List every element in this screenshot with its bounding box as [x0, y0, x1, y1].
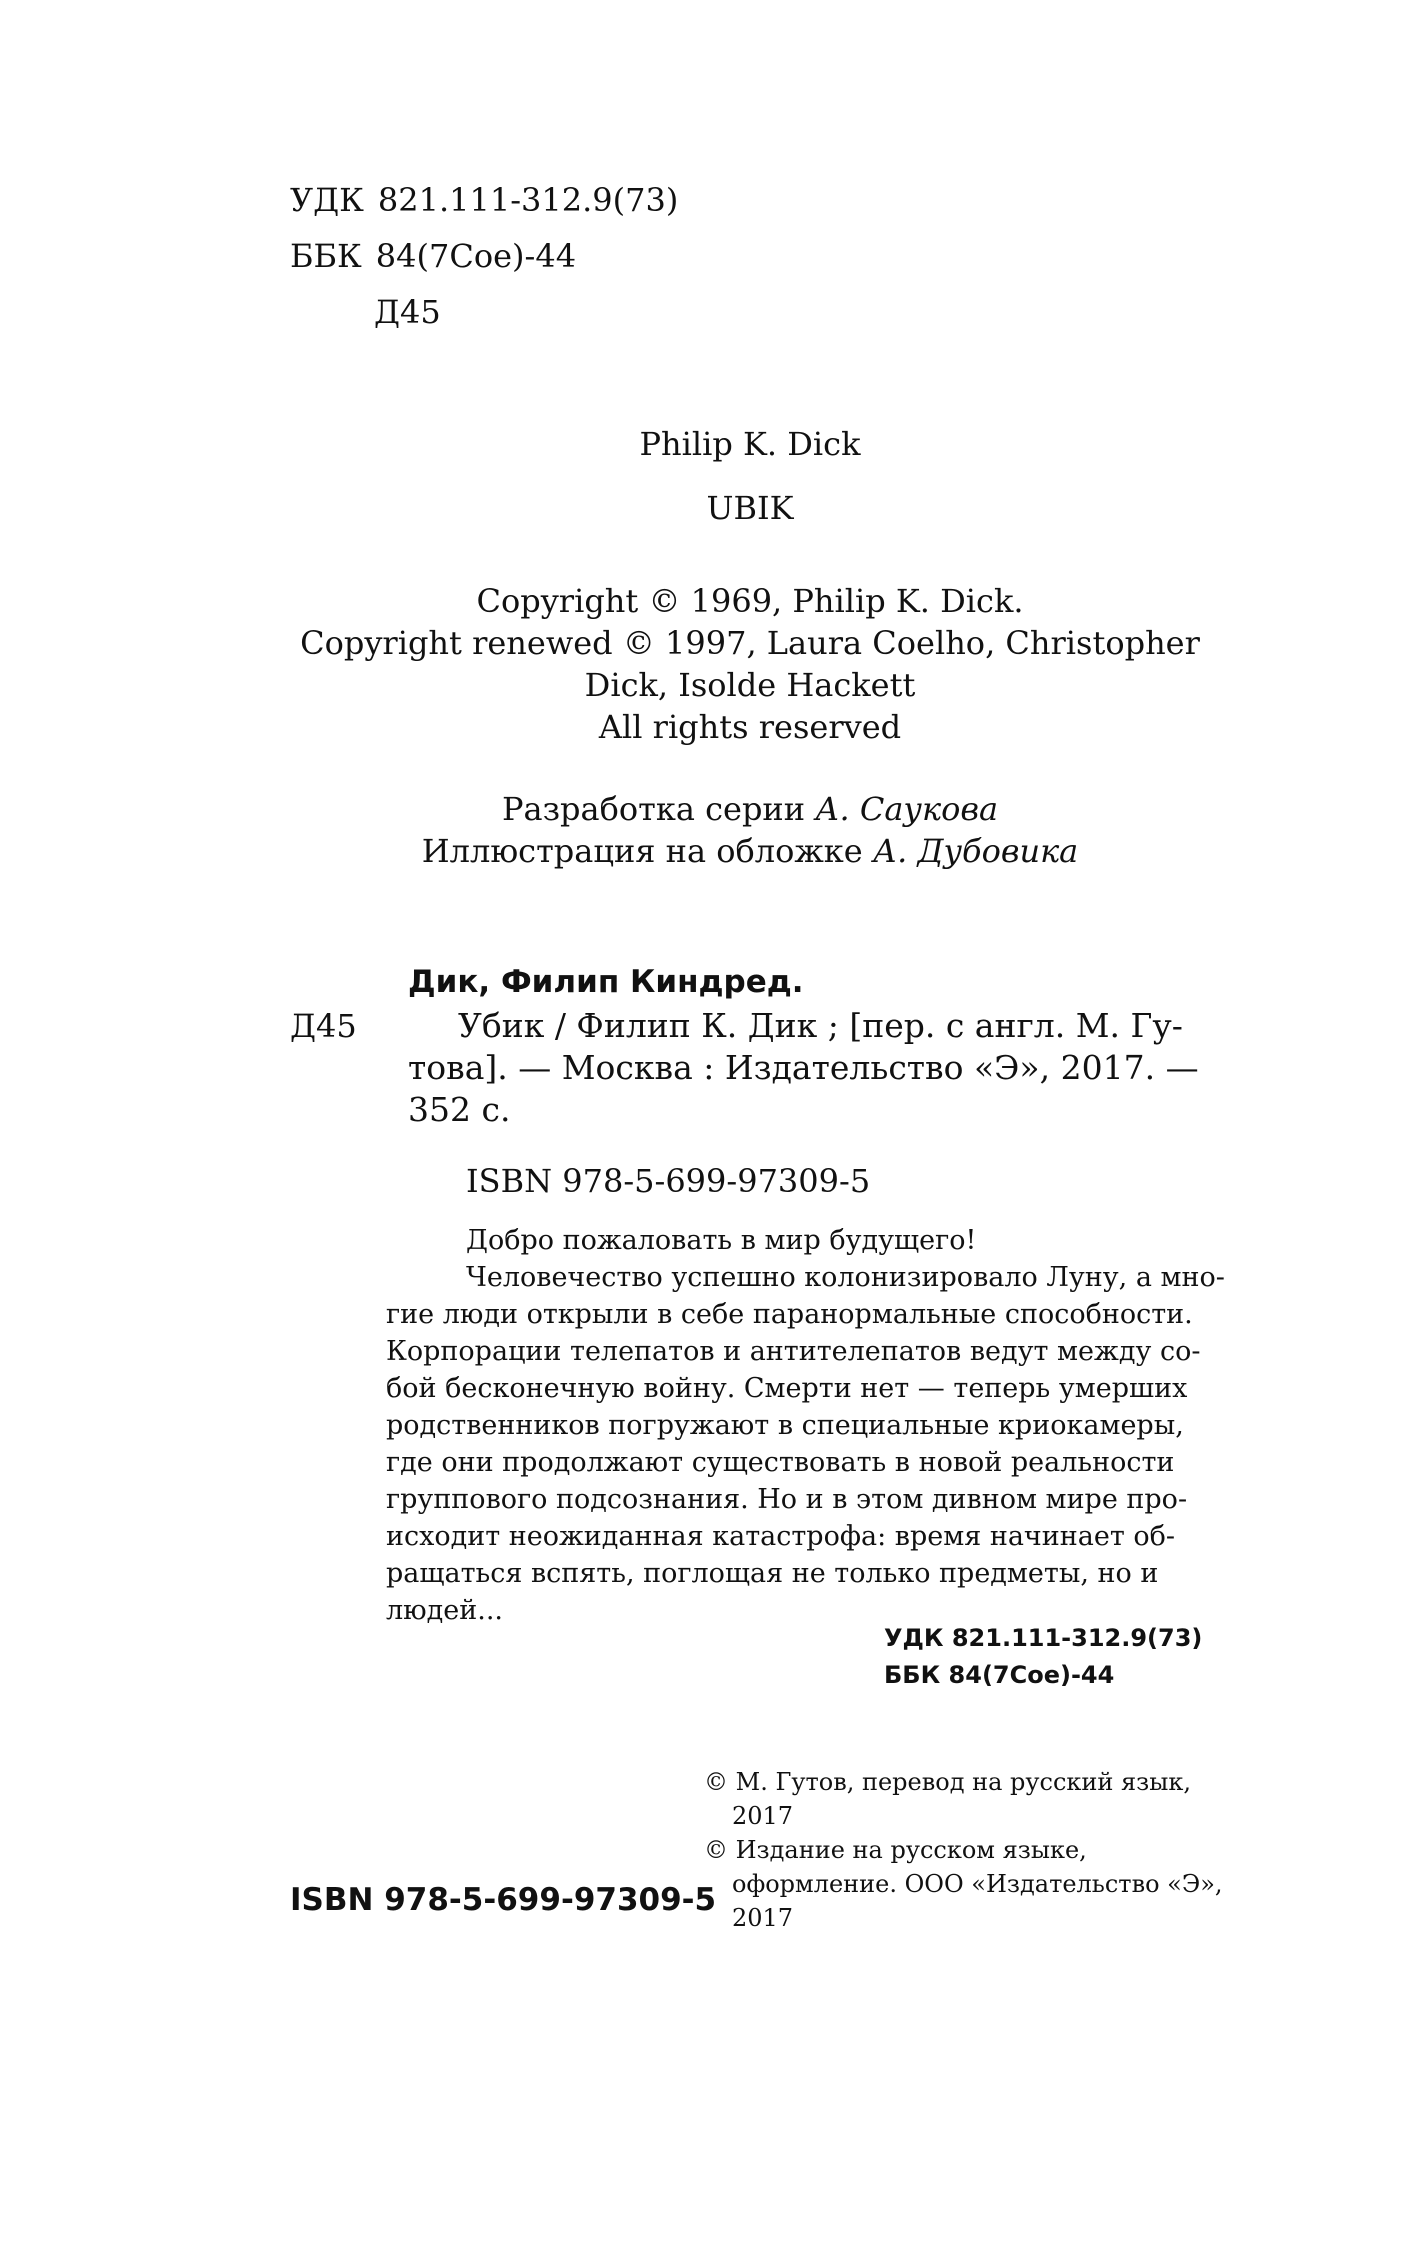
- author-mark-top: Д45: [374, 293, 441, 331]
- udk-line: [290, 180, 678, 220]
- credits: [290, 788, 1210, 872]
- copyright-line: Copyright © 1969, Philip K. Dick.: [476, 582, 1024, 620]
- annotation-line: ращаться вспять, поглощая не только предметы, но и: [386, 1558, 1159, 1589]
- copyright-line: Dick, Isolde Hackett: [584, 666, 916, 704]
- bbk-line: [290, 236, 576, 276]
- annotation-line: Человечество успешно колонизировало Луну, а мно-: [466, 1262, 1225, 1293]
- record-heading: Дик, Филип Киндред.: [408, 964, 804, 1000]
- cover-credit: Иллюстрация на обложке А. Дубовика: [421, 832, 1079, 870]
- annotation: [386, 1222, 1238, 1629]
- isbn-bottom: ISBN 978-5-699-97309-5: [290, 1882, 717, 1918]
- original-title: UBIK: [706, 489, 794, 527]
- annotation-first-line: Добро пожаловать в мир будущего!: [466, 1225, 977, 1256]
- bbk-label: ББК: [290, 237, 362, 275]
- edition-year: 2017: [732, 1904, 794, 1932]
- original-author: Philip K. Dick: [639, 425, 861, 463]
- record-isbn: ISBN 978-5-699-97309-5: [466, 1162, 871, 1200]
- udk-bottom: УДК 821.111-312.9(73): [884, 1624, 1203, 1652]
- record-mark: Д45: [290, 1007, 357, 1045]
- copyright-english: [290, 580, 1210, 748]
- annotation-line: исходит неожиданная катастрофа: время начинает об-: [386, 1521, 1175, 1552]
- annotation-line: группового подсознания. Но и в этом дивном мире про-: [386, 1484, 1188, 1515]
- udk-label: УДК: [290, 181, 364, 219]
- record-line: това]. — Москва : Издательство «Э», 2017. —: [408, 1048, 1199, 1087]
- copyright-line: All rights reserved: [598, 708, 902, 746]
- edition-design: оформление. ООО «Издательство «Э»,: [732, 1870, 1223, 1898]
- cover-person: А. Дубовика: [872, 832, 1079, 870]
- copyright-russian: [704, 1765, 1223, 1935]
- series-credit: Разработка серии А. Саукова: [501, 790, 999, 828]
- edition-copyright: © Издание на русском языке,: [704, 1836, 1087, 1864]
- record-body: [408, 1005, 1238, 1131]
- bbk-code: 84(7Сое)-44: [375, 237, 577, 275]
- series-person: А. Саукова: [815, 790, 999, 828]
- bbk-bottom: ББК 84(7Сое)-44: [884, 1661, 1115, 1689]
- annotation-line: где они продолжают существовать в новой реальности: [386, 1447, 1175, 1478]
- annotation-line: гие люди открыли в себе паранормальные способности.: [386, 1299, 1193, 1330]
- annotation-line: Корпорации телепатов и антителепатов ведут между со-: [386, 1336, 1201, 1367]
- udk-code: 821.111-312.9(73): [377, 181, 679, 219]
- record-line: Убик / Филип К. Дик ; [пер. с англ. М. Гу-: [458, 1006, 1183, 1045]
- translation-year: 2017: [732, 1802, 794, 1830]
- annotation-line: бой бесконечную войну. Смерти нет — теперь умерших: [386, 1373, 1188, 1404]
- annotation-last-line: людей...: [386, 1595, 504, 1626]
- record-line: 352 с.: [408, 1090, 511, 1129]
- annotation-line: родственников погружают в специальные криокамеры,: [386, 1410, 1184, 1441]
- translation-copyright: © М. Гутов, перевод на русский язык,: [704, 1768, 1191, 1796]
- copyright-line: Copyright renewed © 1997, Laura Coelho, Christopher: [300, 624, 1200, 662]
- codes-bottom: [884, 1620, 1202, 1694]
